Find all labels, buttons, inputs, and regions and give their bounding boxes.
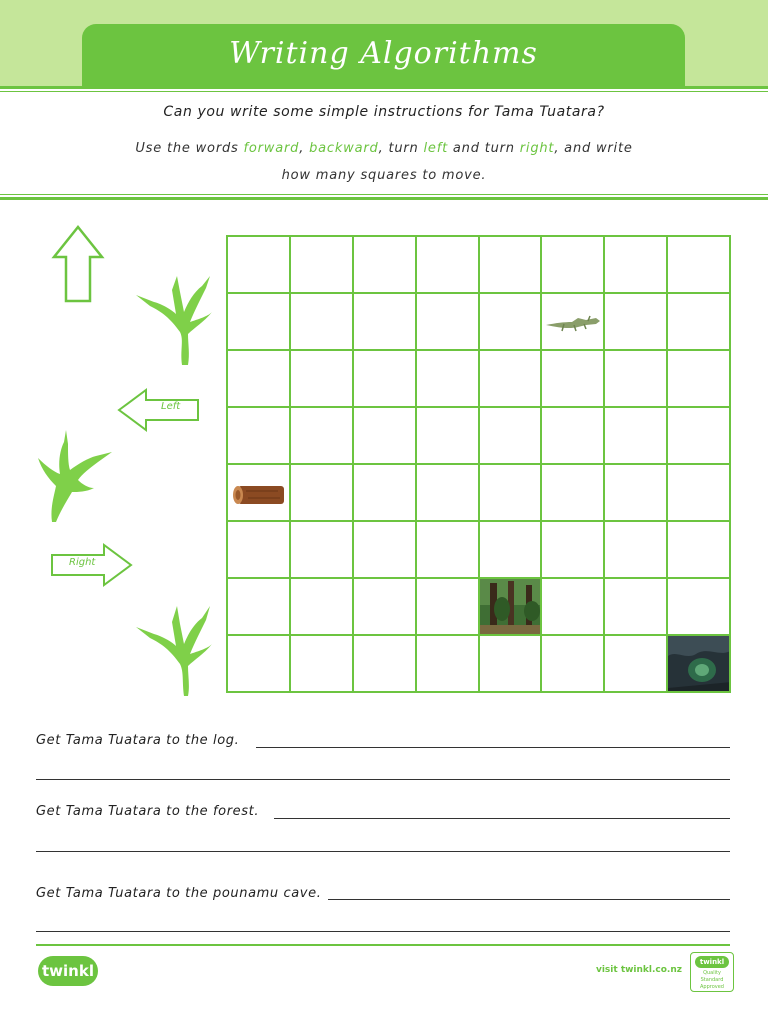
grid-cell — [416, 236, 479, 293]
grid-cell — [290, 407, 353, 464]
grid-cell — [416, 464, 479, 521]
answer-line[interactable] — [256, 747, 730, 748]
visit-link[interactable]: visit twinkl.co.nz — [595, 965, 682, 975]
grid-cell — [353, 635, 416, 692]
grid-cell — [353, 293, 416, 350]
grid-cell-tuatara — [541, 293, 604, 350]
grid-cell — [479, 407, 542, 464]
grid-cell — [353, 407, 416, 464]
grid-cell — [290, 578, 353, 635]
grid-cell — [479, 635, 542, 692]
badge-text: Quality Standard Approved — [700, 970, 724, 990]
grid-cell — [541, 464, 604, 521]
grid-cell — [667, 407, 730, 464]
task-cave-prompt: Get Tama Tuatara to the pounamu cave. — [36, 886, 322, 901]
grid-cell — [227, 521, 290, 578]
twinkl-logo: twinkl — [38, 956, 98, 986]
answer-line[interactable] — [36, 931, 730, 932]
grid-cell — [667, 521, 730, 578]
grid-cell — [353, 236, 416, 293]
log-icon — [228, 465, 288, 520]
grid-cell — [667, 293, 730, 350]
grid-cell — [541, 350, 604, 407]
grid-cell — [667, 236, 730, 293]
pounamu-cave-icon — [668, 636, 730, 692]
forward-arrow-icon — [50, 224, 106, 304]
grid-cell — [604, 293, 667, 350]
grid-cell — [604, 578, 667, 635]
grid-cell-cave — [667, 635, 730, 692]
grid-cell — [227, 635, 290, 692]
grid-cell — [353, 350, 416, 407]
grid-cell-log — [227, 464, 290, 521]
intro-question: Can you write some simple instructions for Tama Tuatara? — [163, 104, 605, 120]
grid-cell — [604, 635, 667, 692]
word-backward: backward — [309, 141, 379, 156]
tuatara-footprint-icon — [34, 422, 116, 524]
right-arrow-label: Right — [69, 557, 96, 568]
grid-cell — [353, 464, 416, 521]
movement-grid — [226, 235, 731, 693]
grid-cell — [227, 236, 290, 293]
grid-cell — [290, 236, 353, 293]
word-forward: forward — [243, 141, 300, 156]
tuatara-icon — [542, 294, 602, 349]
grid-cell — [479, 464, 542, 521]
word-right: right — [519, 141, 555, 156]
left-arrow-icon — [116, 387, 202, 433]
grid-cell — [541, 236, 604, 293]
grid-cell — [416, 521, 479, 578]
grid-cell — [353, 521, 416, 578]
intro-instruction-line1: Use the words forward, backward, turn left and turn right, and write — [135, 141, 633, 156]
header-rule-thin — [0, 91, 768, 92]
grid-cell — [479, 350, 542, 407]
grid-cell — [416, 407, 479, 464]
left-arrow-label: Left — [161, 401, 181, 412]
grid-cell — [604, 407, 667, 464]
answer-line[interactable] — [36, 779, 730, 780]
grid-cell — [667, 464, 730, 521]
task-forest-prompt: Get Tama Tuatara to the forest. — [36, 804, 260, 819]
task-log-prompt: Get Tama Tuatara to the log. — [36, 733, 240, 748]
intro-rule — [0, 197, 768, 200]
grid-cell — [479, 236, 542, 293]
intro-rule-thin — [0, 194, 768, 195]
grid-cell — [667, 578, 730, 635]
answer-line[interactable] — [36, 851, 730, 852]
grid-cell — [541, 407, 604, 464]
grid-cell — [541, 521, 604, 578]
page-title: Writing Algorithms — [229, 36, 538, 71]
grid-cell — [227, 578, 290, 635]
grid-cell — [290, 521, 353, 578]
grid-cell — [604, 236, 667, 293]
grid-cell — [290, 464, 353, 521]
intro-instruction-line2: how many squares to move. — [281, 168, 487, 183]
grid-cell — [227, 407, 290, 464]
answer-line[interactable] — [328, 899, 730, 900]
grid-cell — [479, 521, 542, 578]
grid-cell — [416, 293, 479, 350]
grid-cell — [541, 578, 604, 635]
tuatara-footprint-icon — [132, 598, 214, 698]
grid-cell — [416, 635, 479, 692]
footer-rule — [36, 944, 730, 946]
badge-title: twinkl — [695, 956, 729, 968]
word-left: left — [423, 141, 448, 156]
grid-cell — [353, 578, 416, 635]
grid-cell — [227, 293, 290, 350]
grid-cell — [290, 350, 353, 407]
answer-line[interactable] — [274, 818, 730, 819]
grid-cell — [227, 350, 290, 407]
grid-cell-forest — [479, 578, 542, 635]
grid-cell — [667, 350, 730, 407]
grid-cell — [290, 293, 353, 350]
quality-badge — [690, 952, 734, 992]
forest-icon — [480, 579, 542, 635]
grid-cell — [416, 578, 479, 635]
grid-cell — [541, 635, 604, 692]
grid-cell — [290, 635, 353, 692]
grid-cell — [604, 464, 667, 521]
grid-cell — [416, 350, 479, 407]
grid-cell — [479, 293, 542, 350]
grid-cell — [604, 521, 667, 578]
grid-cell — [604, 350, 667, 407]
tuatara-footprint-icon — [132, 270, 214, 368]
header-rule — [0, 86, 768, 89]
